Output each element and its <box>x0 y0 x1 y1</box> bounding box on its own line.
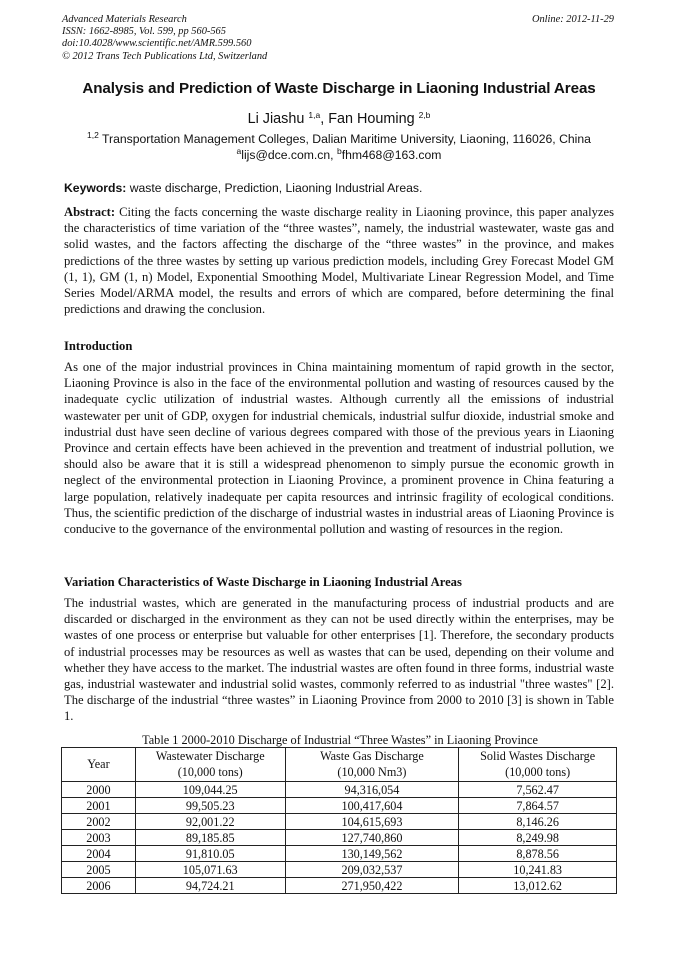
wastewater-cell: 92,001.22 <box>135 814 285 830</box>
header-text: Waste Gas Discharge <box>320 749 424 763</box>
table-row <box>62 814 617 830</box>
abstract-label: Abstract: <box>64 205 116 219</box>
solid-wastes-cell: 10,241.83 <box>459 862 617 878</box>
header-unit: (10,000 tons) <box>505 764 571 779</box>
solid-wastes-cell: 8,878.56 <box>459 846 617 862</box>
year-cell: 2002 <box>62 814 136 830</box>
wastewater-cell: 89,185.85 <box>135 830 285 846</box>
keywords-label: Keywords: <box>64 181 127 195</box>
wastewater-cell: 105,071.63 <box>135 862 285 878</box>
table-row <box>62 846 617 862</box>
table-caption: Table 1 2000-2010 Discharge of Industrial “Three Wastes” in Liaoning Province <box>142 733 538 747</box>
waste-gas-cell: 130,149,562 <box>285 846 459 862</box>
section-heading-variation: Variation Characteristics of Waste Discharge in Liaoning Industrial Areas <box>64 575 462 589</box>
email-link[interactable]: fhm468@163.com <box>341 147 442 162</box>
table-header-row <box>62 748 617 782</box>
journal-header <box>62 14 267 63</box>
waste-gas-cell: 271,950,422 <box>285 878 459 894</box>
variation-paragraph: The industrial wastes, which are generated in the manufacturing process of industrial products and are discarded or discharged in the environment as they can not be used directly within the enterprises, may be wastes of one process or enterprise but valuable for other enterprises [1]. Therefore, the secondary products of industrial processes may be resources as well as wastes that can be used, depending on their volume and whether they have access to the market. The industrial wastes are often found in three forms, industrial waste gas, industrial wastewater and industrial solid wastes, commonly referred to as industrial "three wastes" [2]. The discharge of the industrial “three wastes” in Liaoning Province from 2000 to 2010 [3] is shown in Table 1. <box>64 596 614 724</box>
table-row <box>62 782 617 798</box>
keywords-text: waste discharge, Prediction, Liaoning Industrial Areas. <box>129 181 423 195</box>
journal-issn: ISSN: 1662-8985, Vol. 599, pp 560-565 <box>62 26 226 38</box>
email-line <box>40 145 638 164</box>
waste-gas-cell: 100,417,604 <box>285 798 459 814</box>
solid-wastes-cell: 8,249.98 <box>459 830 617 846</box>
solid-wastes-cell: 7,562.47 <box>459 782 617 798</box>
discharge-table <box>61 747 617 894</box>
author-name: Fan Houming <box>328 111 415 127</box>
header-unit: (10,000 Nm3) <box>337 764 407 779</box>
table-row <box>62 798 617 814</box>
online-date: Online: 2012-11-29 <box>531 14 614 25</box>
wastewater-cell: 109,044.25 <box>135 782 285 798</box>
journal-doi[interactable]: doi:10.4028/www.scientific.net/AMR.599.560 <box>62 38 252 50</box>
table-body <box>62 782 617 894</box>
solid-wastes-cell: 13,012.62 <box>459 878 617 894</box>
year-cell: 2006 <box>62 878 136 894</box>
waste-gas-cell: 209,032,537 <box>285 862 459 878</box>
email-superscript: b <box>336 145 342 156</box>
header-year <box>62 748 136 782</box>
keywords <box>64 181 616 195</box>
header-text: Solid Wastes Discharge <box>480 749 596 763</box>
abstract-text: Citing the facts concerning the waste discharge reality in Liaoning province, this paper analyzes the characteristics of time variation of the “three wastes”, namely, the industrial wastewater, waste gas and solid wastes, and the factors affecting the discharge of the “three wastes” in the province, and makes predictions of the three wastes by setting up various prediction models, including Grey Forecast Model GM (1, 1), GM (1, n) Model, Exponential Smoothing Model, Multivariate Linear Regression Model, and Time Series Model/ARMA model, the results and errors of which are compared, before determining the final predictions and drawing the conclusion. <box>64 205 615 317</box>
email-separator: , <box>330 147 337 162</box>
wastewater-cell: 94,724.21 <box>135 878 285 894</box>
header-waste-gas <box>285 748 459 782</box>
wastewater-cell: 99,505.23 <box>135 798 285 814</box>
header-solid-wastes <box>459 748 617 782</box>
header-unit: (10,000 tons) <box>177 764 243 779</box>
section-heading-introduction: Introduction <box>64 339 133 353</box>
year-cell: 2005 <box>62 862 136 878</box>
email-link[interactable]: lijs@dce.com.cn <box>241 147 331 162</box>
author-superscript: 1,a <box>308 110 321 120</box>
header-text: Wastewater Discharge <box>155 749 265 763</box>
solid-wastes-cell: 8,146.26 <box>459 814 617 830</box>
waste-gas-cell: 94,316,054 <box>285 782 459 798</box>
journal-name: Advanced Materials Research <box>62 14 187 25</box>
wastewater-cell: 91,810.05 <box>135 846 285 862</box>
affiliation <box>40 132 638 163</box>
year-cell: 2003 <box>62 830 136 846</box>
author-superscript: 2,b <box>418 110 431 120</box>
waste-gas-cell: 104,615,693 <box>285 814 459 830</box>
email-superscript: a <box>236 145 242 156</box>
year-cell: 2001 <box>62 798 136 814</box>
author-name: Li Jiashu <box>247 111 305 127</box>
introduction-paragraph: As one of the major industrial provinces in China maintaining momentum of rapid growth in the sector, Liaoning Province is also in the face of the environmental pollution and wasting of resources caused by the inadequate cyclic utilization of industrial wastes. Although currently all the emissions of industrial wastewater per unit of GDP, oxygen for industrial chemicals, industrial sulfur dioxide, industrial smoke and industrial dust have seen decline of various degrees compared with those of the previous years in Liaoning Province and certain effects have been achieved in the prevention and treatment of industrial pollution, we should also be aware that it is still a widespread phenomenon to simply pursue the economic growth in neglect of the environmental protection in Liaoning Province, a prominent provence in China featuring a large population, relatively inadequate per capita resources and intrinsic fragility of ecological conditions. Thus, the scientific prediction of the discharge of industrial wastes in industrial areas of Liaoning Province is conducive to the governance of the environmental pollution and wasting of resources in the region. <box>64 360 614 537</box>
abstract <box>64 204 614 317</box>
author-line <box>40 111 638 127</box>
table-row <box>62 878 617 894</box>
paper-title: Analysis and Prediction of Waste Discharge in Liaoning Industrial Areas <box>82 80 596 97</box>
table-row <box>62 862 617 878</box>
journal-copyright: © 2012 Trans Tech Publications Ltd, Switzerland <box>62 50 268 62</box>
affiliation-text: Transportation Management Colleges, Dalian Maritime University, Liaoning, 116026, China <box>102 132 591 146</box>
author-separator: , <box>320 111 329 127</box>
header-text: Year <box>87 756 110 771</box>
table-row <box>62 830 617 846</box>
year-cell: 2004 <box>62 846 136 862</box>
waste-gas-cell: 127,740,860 <box>285 830 459 846</box>
header-wastewater <box>135 748 285 782</box>
solid-wastes-cell: 7,864.57 <box>459 798 617 814</box>
year-cell: 2000 <box>62 782 136 798</box>
affiliation-superscript: 1,2 <box>87 130 99 140</box>
